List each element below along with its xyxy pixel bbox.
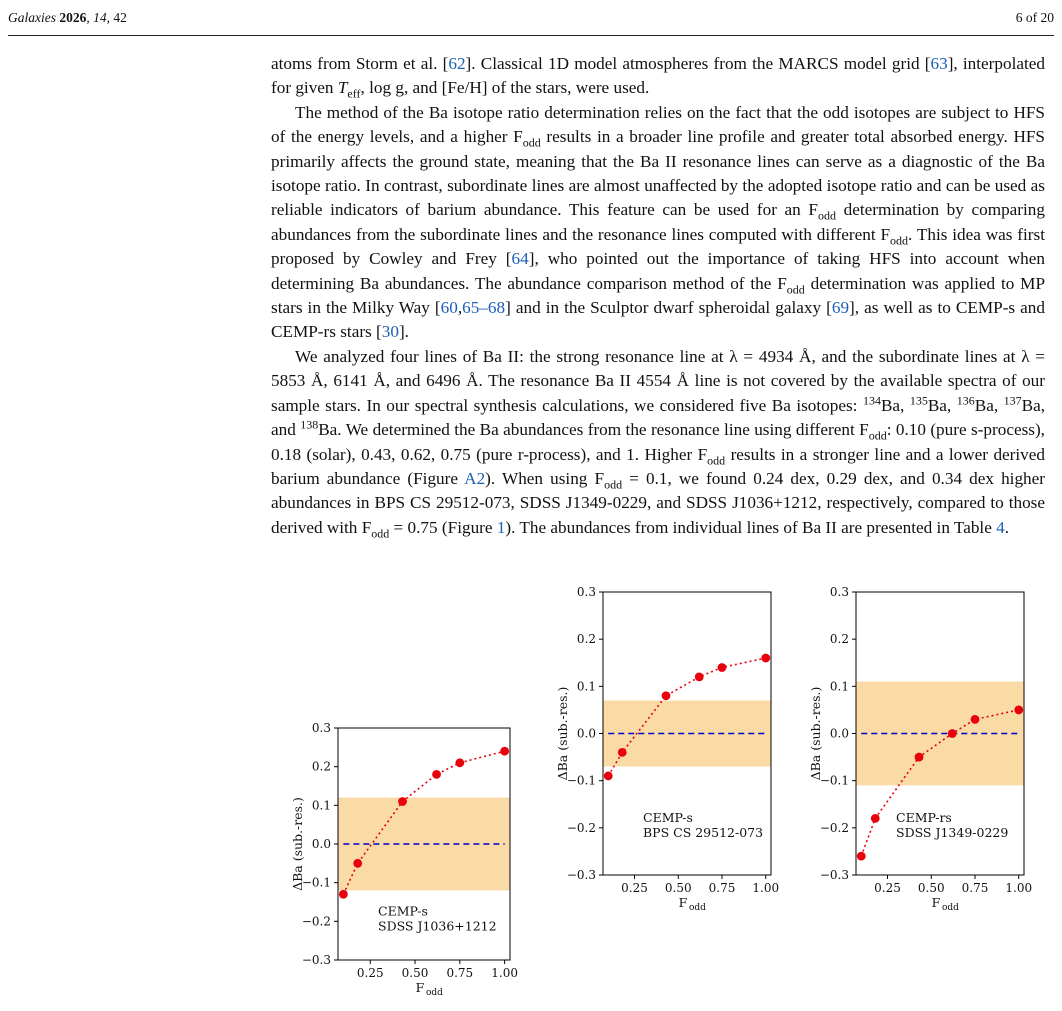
header-rule <box>8 35 1054 36</box>
subscript: odd <box>522 135 541 150</box>
data-point <box>662 691 671 700</box>
x-axis-label-sub: odd <box>942 903 959 913</box>
data-point <box>695 673 704 682</box>
y-tick-label: 0.3 <box>829 585 849 599</box>
paragraph-2 <box>271 101 1045 345</box>
x-axis-label-sub: odd <box>426 988 443 998</box>
text-run: ]. <box>398 322 409 342</box>
data-point <box>618 748 627 757</box>
y-tick-label: 0.0 <box>576 726 596 741</box>
subscript: odd <box>868 428 887 443</box>
y-tick-label: 0.3 <box>576 585 596 599</box>
text-run: ] and in the Sculptor dwarf spheroidal galaxy [ <box>505 298 832 318</box>
citation-link[interactable]: 64 <box>511 249 529 269</box>
text-run: results in a stronger line and a lower derived barium abundance (Figure <box>271 444 1045 488</box>
superscript: 134 <box>862 392 881 407</box>
panel-annotation: CEMP-s <box>378 903 428 919</box>
text-run: The method of the Ba isotope ratio determination relies on the fact that the odd isotopes are subject to HFS of the energy levels, and a higher F <box>271 102 1045 147</box>
y-tick-label: 0.3 <box>311 721 331 735</box>
x-tick-label: 0.75 <box>961 881 989 895</box>
panel-annotation: SDSS J1036+1212 <box>378 918 497 934</box>
citation-link[interactable]: 65–68 <box>462 298 506 318</box>
x-tick-label: 1.00 <box>491 966 518 980</box>
subscript: odd <box>890 233 909 248</box>
subscript: odd <box>817 208 836 223</box>
x-axis-label: F <box>931 895 941 910</box>
data-point <box>718 663 727 672</box>
text-run: atoms from Storm et al. [ <box>271 54 449 73</box>
text-run: Ba, <box>974 395 1004 415</box>
y-axis-label: ΔBa (sub.-res.) <box>555 686 570 781</box>
subscript: odd <box>707 452 726 467</box>
y-tick-label: −0.1 <box>566 773 596 788</box>
paragraph-3 <box>271 345 1045 540</box>
y-tick-label: 0.1 <box>829 679 849 694</box>
paragraph-1 <box>271 52 1045 101</box>
journal-volume: 14 <box>93 10 107 25</box>
x-tick-label: 0.25 <box>356 966 384 980</box>
y-tick-label: −0.3 <box>301 953 331 967</box>
subscript: odd <box>786 282 805 297</box>
y-tick-label: −0.2 <box>819 820 849 835</box>
y-tick-label: −0.2 <box>301 914 331 929</box>
y-tick-label: −0.3 <box>819 868 849 882</box>
data-point <box>353 859 362 868</box>
panel-annotation: SDSS J1349-0229 <box>896 824 1009 840</box>
article-number: 42 <box>113 10 127 25</box>
citation-link[interactable]: 60 <box>440 298 458 318</box>
figure-svg <box>268 575 1058 1011</box>
ion-numeral: II <box>507 346 520 366</box>
x-axis-label: F <box>678 895 688 910</box>
text-run: . <box>1004 517 1010 537</box>
data-point <box>948 729 957 738</box>
subscript: eff <box>347 86 361 101</box>
data-point <box>1014 706 1023 715</box>
page-number: 6 of 20 <box>1015 10 1054 25</box>
superscript: 136 <box>956 392 975 407</box>
figure-link[interactable]: 1 <box>496 517 506 537</box>
figure-link[interactable]: A2 <box>464 468 486 488</box>
y-tick-label: −0.1 <box>301 875 331 890</box>
text-run: ], as well as to CEMP-s and CEMP-rs stars [ <box>271 298 1045 342</box>
x-tick-label: 1.00 <box>1005 881 1033 895</box>
data-point <box>398 797 407 806</box>
data-point <box>857 852 866 861</box>
x-tick-label: 0.75 <box>446 966 474 980</box>
data-point <box>500 747 509 756</box>
text-run: results in a broader line profile and greater total absorbed energy. HFS primarily affects the ground state, meaning that the Ba <box>271 127 1045 171</box>
x-axis-label: F <box>415 980 425 995</box>
subscript: odd <box>604 477 623 492</box>
marcs-label: MARCS <box>778 54 839 73</box>
citation-link[interactable]: 63 <box>930 54 948 73</box>
uncertainty-band <box>603 700 771 766</box>
panel-annotation: CEMP-s <box>643 809 693 825</box>
data-point <box>604 772 613 781</box>
text-run: ], interpolated for given <box>271 54 1045 98</box>
text-run: resonance lines can serve as a diagnostic of the Ba isotope ratio. In contrast, subordinate lines are almost unaffected by the adopted isotope ratio and can be used as reliable indicators of barium abundance. This feature can be used for an F <box>271 151 1045 220</box>
text-run: ). The abundances from individual lines of Ba <box>505 517 826 537</box>
x-tick-label: 0.50 <box>664 881 692 895</box>
x-tick-label: 0.50 <box>917 881 945 895</box>
panel-annotation: CEMP-rs <box>896 809 952 825</box>
superscript: 137 <box>1003 392 1022 407</box>
y-tick-label: 0.2 <box>829 632 849 647</box>
text-run: . This idea was first proposed by Cowley and Frey [ <box>271 224 1045 269</box>
y-tick-label: 0.0 <box>311 837 331 851</box>
superscript: 135 <box>909 392 928 407</box>
y-tick-label: −0.1 <box>819 773 849 788</box>
x-axis-label-sub: odd <box>689 903 706 913</box>
ion-numeral: II <box>665 151 677 171</box>
data-point <box>432 770 441 779</box>
x-tick-label: 1.00 <box>752 881 780 895</box>
y-tick-label: 0.1 <box>576 679 596 694</box>
running-header <box>8 10 1054 30</box>
x-tick-label: 0.25 <box>621 881 648 895</box>
panel-annotation: BPS CS 29512-073 <box>643 824 764 840</box>
y-tick-label: 0.0 <box>829 726 849 741</box>
text-run: Ba. We determined the Ba abundances from the resonance line using different F <box>318 420 869 440</box>
table-link[interactable]: 4 <box>996 517 1005 537</box>
y-axis-label: ΔBa (sub.-res.) <box>808 686 823 781</box>
text-run: Ba, and <box>271 395 1046 440</box>
text-run: Ba, <box>927 395 957 415</box>
text-run: Ba, <box>880 395 910 415</box>
x-tick-label: 0.75 <box>708 881 736 895</box>
text-run: ). When using F <box>485 468 605 488</box>
uncertainty-band <box>856 682 1024 786</box>
text-run: 4554 Å line is not covered by the available spectra of our sample stars. In our spectral synthesis calculations, we considered five Ba isotopes: <box>271 371 1045 415</box>
citation-link[interactable]: 69 <box>831 298 850 318</box>
citation-link[interactable]: 62 <box>448 54 466 73</box>
journal-year: 2026 <box>59 10 87 25</box>
y-tick-label: 0.2 <box>311 759 331 774</box>
ion-numeral: II <box>619 371 631 391</box>
text-run: determination was applied to MP stars in the Milky Way [ <box>271 273 1046 318</box>
y-tick-label: −0.2 <box>566 820 596 835</box>
y-tick-label: 0.1 <box>311 798 331 813</box>
data-point <box>971 715 980 724</box>
journal-citation: Galaxies 2026, 14, 42 <box>8 10 127 25</box>
data-point <box>915 753 924 762</box>
text-run: = 0.75 (Figure <box>389 517 497 537</box>
text-run: We analyzed four lines of Ba <box>295 346 508 366</box>
text-run: ], who pointed out the importance of taking HFS into account when determining Ba abundances. The abundance comparison method of the F <box>271 249 1045 293</box>
text-run: ]. Classical 1D model atmospheres from the <box>465 54 779 73</box>
superscript: 138 <box>300 417 319 432</box>
body-text <box>271 52 1045 540</box>
text-run: : the strong resonance line at λ = 4934 Å, and the subordinate lines at λ = 5853 Å, 6141 Å, and 6496 Å. The resonance Ba <box>271 346 1045 391</box>
text-run: , <box>457 298 463 318</box>
subscript: odd <box>371 526 390 541</box>
journal-name: Galaxies <box>8 10 56 25</box>
x-tick-label: 0.50 <box>401 966 429 980</box>
text-run: determination by comparing abundances from the subordinate lines and the resonance lines computed with different F <box>271 200 1045 244</box>
data-point <box>871 814 880 823</box>
text-run: : 0.10 (pure s-process), 0.18 (solar), 0.43, 0.62, 0.75 (pure r-process), and 1. Higher F <box>271 420 1045 464</box>
citation-link[interactable]: 30 <box>381 322 399 342</box>
ion-numeral: II <box>825 517 837 537</box>
text-run: , log g, and [Fe/H] of the stars, were used. <box>360 78 650 98</box>
data-point <box>339 890 348 899</box>
y-axis-label: ΔBa (sub.-res.) <box>290 797 305 891</box>
data-point <box>761 654 770 663</box>
y-tick-label: 0.2 <box>576 632 596 647</box>
y-tick-label: −0.3 <box>566 868 596 882</box>
text-run: = 0.1, we found 0.24 dex, 0.29 dex, and 0.34 dex higher abundances in BPS CS 29512-073, SDSS J1349-0229, and SDSS J1036+1212, respectively, compared to those derived with F <box>271 468 1045 537</box>
text-run: are presented in Table <box>836 517 997 537</box>
figure-1 <box>268 575 1058 1011</box>
x-tick-label: 0.25 <box>874 881 901 895</box>
data-point <box>455 758 464 767</box>
teff-symbol: T <box>337 78 348 98</box>
text-run: model grid [ <box>838 54 931 73</box>
